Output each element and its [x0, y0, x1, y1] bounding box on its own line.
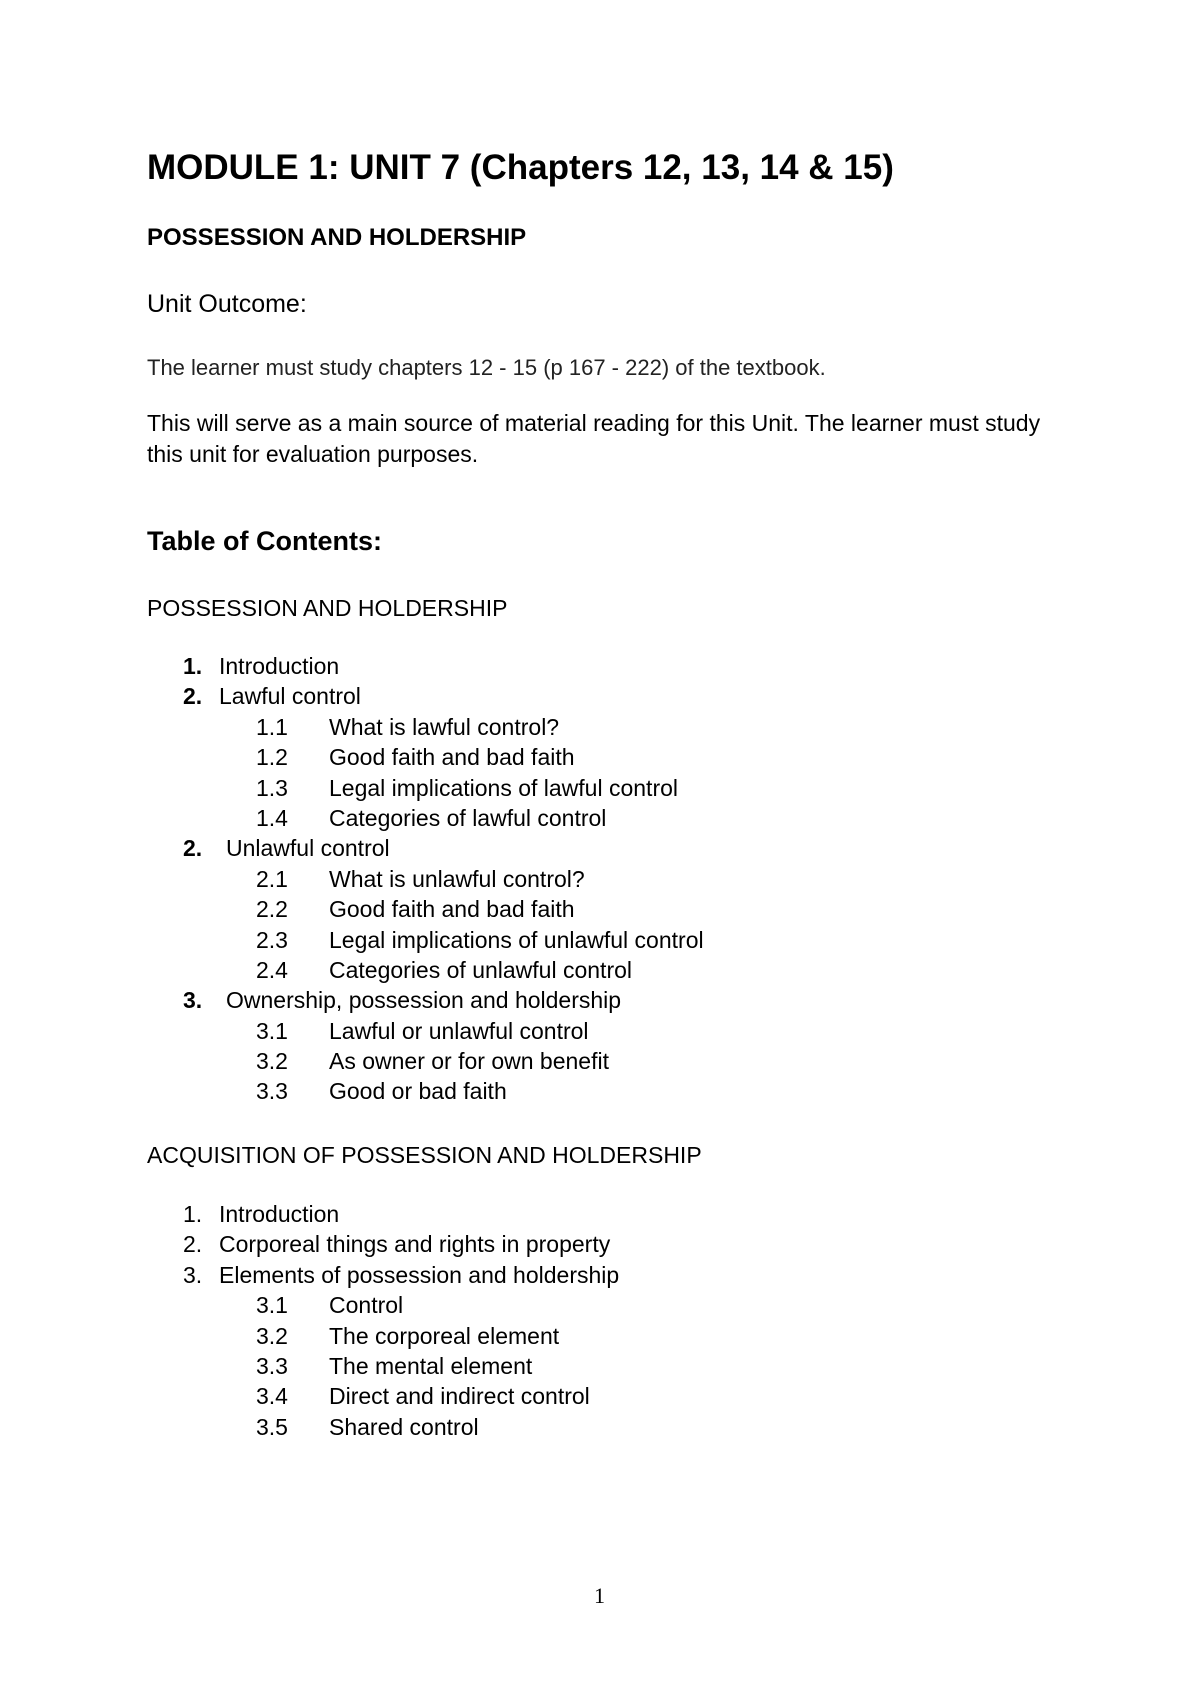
unit-outcome-text: The learner must study chapters 12 - 15 (p 167 - 222) of the textbook.: [147, 355, 826, 380]
toc-item-number: 2.: [183, 1231, 203, 1258]
toc-item-text: Elements of possession and holdership: [219, 1261, 620, 1288]
toc-item-number: 3.: [183, 987, 203, 1014]
toc-subitem-text: Control: [329, 1292, 404, 1319]
toc-subitem-text: Good faith and bad faith: [329, 896, 575, 923]
toc-subitem-number: 1.4: [256, 804, 288, 831]
toc-subitem-text: Legal implications of unlawful control: [329, 926, 704, 953]
toc-subitem-text: Shared control: [329, 1413, 479, 1440]
module-title: MODULE 1: UNIT 7 (Chapters 12, 13, 14 & 15): [147, 148, 894, 187]
toc-subitem-text: Good or bad faith: [329, 1078, 507, 1105]
toc-subitem-number: 3.1: [256, 1017, 288, 1044]
toc-subitem-text: Lawful or unlawful control: [329, 1017, 589, 1044]
toc-subitem-number: 3.5: [256, 1413, 288, 1440]
toc-item-text: Ownership, possession and holdership: [226, 987, 622, 1014]
toc-subitem-number: 1.2: [256, 744, 288, 771]
toc-subitem-text: The mental element: [329, 1352, 533, 1379]
toc-item-number: 2.: [183, 683, 203, 710]
toc-subitem-text: Legal implications of lawful control: [329, 774, 679, 801]
toc-item-text: Lawful control: [219, 683, 361, 710]
page-number: 1: [594, 1583, 605, 1608]
toc-subitem-text: What is unlawful control?: [329, 865, 585, 892]
toc-subitem-text: Good faith and bad faith: [329, 744, 575, 771]
section-heading-acquisition: ACQUISITION OF POSSESSION AND HOLDERSHIP: [147, 1142, 702, 1168]
toc-subitem-number: 2.4: [256, 956, 288, 983]
toc-item-number: 1.: [183, 1201, 203, 1227]
toc-subitem-text: What is lawful control?: [329, 713, 560, 740]
toc-subitem-number: 3.2: [256, 1048, 288, 1075]
toc-item-number: 2.: [183, 835, 203, 862]
toc-item-number: 3.: [183, 1261, 203, 1288]
toc-subitem-number: 3.1: [256, 1292, 288, 1319]
unit-outcome-label: Unit Outcome:: [147, 290, 307, 318]
toc-subitem-text: Categories of lawful control: [329, 804, 607, 831]
toc-item-text: Introduction: [219, 653, 340, 679]
unit-subtitle: POSSESSION AND HOLDERSHIP: [147, 224, 527, 251]
toc-subitem-number: 1.3: [256, 774, 288, 801]
toc-heading: Table of Contents:: [147, 526, 382, 556]
toc-item-text: Corporeal things and rights in property: [219, 1231, 611, 1258]
toc-subitem-number: 1.1: [256, 713, 288, 740]
toc-subitem-text: The corporeal element: [329, 1322, 560, 1349]
toc-subitem-number: 3.2: [256, 1322, 288, 1349]
toc-subitem-number: 3.4: [256, 1383, 288, 1410]
toc-item-text: Unlawful control: [226, 835, 390, 862]
toc-subitem-text: As owner or for own benefit: [329, 1048, 609, 1075]
toc-item-number: 1.: [183, 653, 203, 679]
toc-subitem-number: 2.2: [256, 896, 288, 923]
section-heading-possession: POSSESSION AND HOLDERSHIP: [147, 595, 508, 621]
study-note: This will serve as a main source of material reading for this Unit. The learner must study this unit for evaluation purposes.: [147, 410, 1041, 467]
toc-subitem-number: 3.3: [256, 1352, 288, 1379]
toc-subitem-text: Direct and indirect control: [329, 1383, 590, 1410]
toc-subitem-number: 3.3: [256, 1078, 288, 1105]
toc-item-text: Introduction: [219, 1201, 340, 1227]
toc-subitem-number: 2.3: [256, 926, 288, 953]
toc-subitem-number: 2.1: [256, 865, 288, 892]
toc-subitem-text: Categories of unlawful control: [329, 956, 632, 983]
